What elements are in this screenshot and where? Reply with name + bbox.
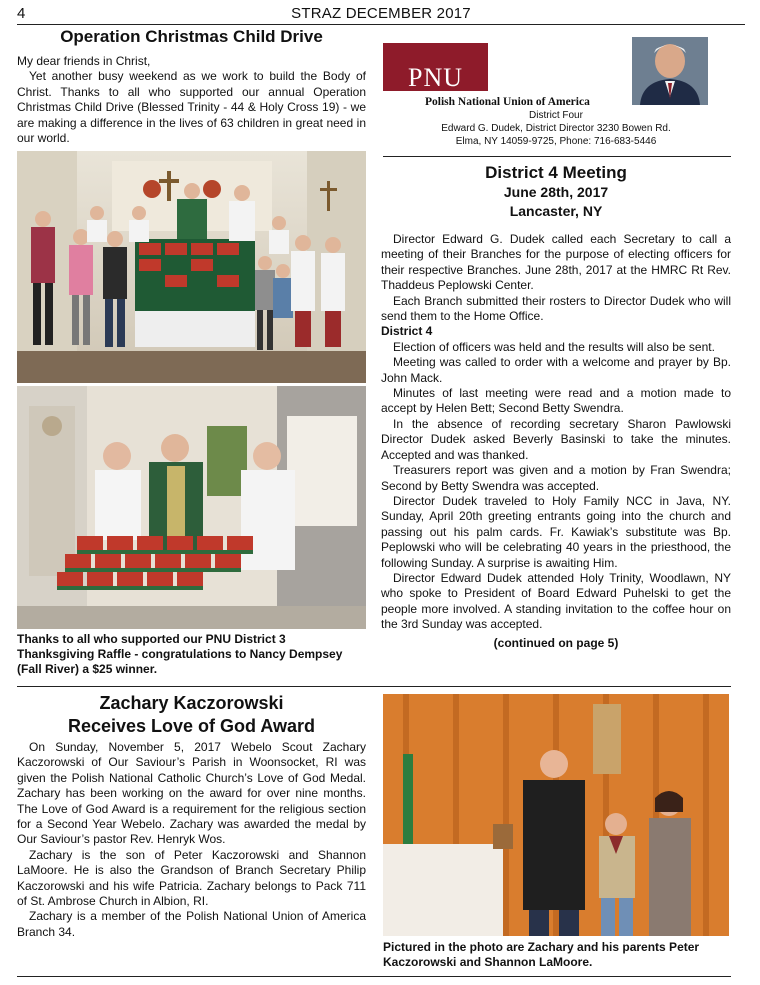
raffle-caption: Thanks to all who supported our PNU District 3 Thanksgiving Raffle - congratulations to Nancy Dempsey (Fall River) a $25 winner. bbox=[17, 632, 343, 676]
meeting-date: June 28th, 2017 bbox=[503, 184, 609, 200]
bottom-rule bbox=[17, 976, 731, 977]
zachary-paragraph: Zachary is the son of Peter Kaczorowski and Shannon LaMoore. He is also the Grandson of Branch Secretary Philip Kaczorowski and his wife Patricia. Zachary belongs to Pack 711 of St. Ambrose Church in Albion, RI. bbox=[17, 847, 366, 909]
zachary-photo-caption: Pictured in the photo are Zachary and his parents Peter Kaczorowski and Shannon LaMoore. bbox=[383, 940, 700, 969]
meeting-paragraph: In the absence of recording secretary Sharon Pawlowski Director Dudek asked Beverly Basinski to take the minutes. Accepted and was thanked. bbox=[381, 416, 731, 462]
occ-title: Operation Christmas Child Drive bbox=[60, 27, 323, 46]
pnu-logo-text: PNU bbox=[407, 63, 463, 92]
pnu-org-name: Polish National Union of America bbox=[425, 96, 590, 108]
meeting-text bbox=[381, 232, 731, 651]
zachary-title-line1: Zachary Kaczorowski bbox=[99, 693, 284, 713]
divider bbox=[383, 156, 731, 157]
meeting-paragraph: Director Edward Dudek attended Holy Trinity, Woodlawn, NY who spoke to President of Board Edward Puhelski to get the people more involved. A standing invitation to the coffee hour on the 3rd Sunday was accepted. bbox=[381, 570, 731, 632]
zachary-paragraph: Zachary is a member of the Polish National Union of America Branch 34. bbox=[17, 909, 366, 939]
divider bbox=[17, 686, 731, 687]
meeting-subhead: District 4 bbox=[381, 324, 433, 339]
pnu-address-line: Elma, NY 14059-9725, Phone: 716-683-5446 bbox=[455, 136, 657, 147]
page-header bbox=[17, 4, 745, 25]
meeting-paragraph: Minutes of last meeting were read and a motion made to accept by Helen Bett; Second Betty Swendra. bbox=[381, 386, 731, 416]
meeting-paragraph: Each Branch submitted their rosters to Director Dudek who will send them to the Home Office. bbox=[381, 293, 731, 324]
continued-link: (continued on page 5) bbox=[493, 635, 619, 650]
page-number: 4 bbox=[17, 5, 26, 22]
director-portrait bbox=[632, 37, 708, 105]
pnu-masthead-text bbox=[381, 96, 731, 148]
meeting-paragraph: Director Dudek traveled to Holy Family NCC in Java, NY. Sunday, April 20th greeting entrants going into the church and passing out his palm cards. Fr. Kawiak’s substitute was Bp. Peplowski who will be celebrating 40 years in the priesthood, the following Sunday. A surprise is awaiting Him. bbox=[381, 493, 731, 570]
meeting-paragraph: Director Edward G. Dudek called each Secretary to call a meeting of their Branches for the purpose of electing officers for their respective Branches. June 28th, 2017 at the HMRC Rt Rev. Thaddeus Peplowski Center. bbox=[381, 232, 731, 293]
meeting-paragraph: Treasurers report was given and a motion by Fran Swendra; Second by Betty Swendra was accepted. bbox=[381, 463, 731, 493]
occ-paragraph: Yet another busy weekend as we work to build the Body of Christ. Thanks to all who supported our annual Operation Christmas Child Drive (Blessed Trinity - 44 & Holy Cross 19) - we are making a difference in the lives of 63 children in great need in our world. bbox=[17, 69, 366, 146]
zachary-text bbox=[17, 740, 366, 940]
meeting-paragraph: Meeting was called to order with a welcome and prayer by Bp. John Mack. bbox=[381, 355, 731, 385]
occ-greeting: My dear friends in Christ, bbox=[17, 54, 151, 68]
zachary-paragraph: On Sunday, November 5, 2017 Webelo Scout Zachary Kaczorowski of Our Saviour’s Parish in Woonsocket, RI was given the Polish National Catholic Church’s Love of God Medal. Zachary has been working on the award for over nine months. The Love of God Award is a requirement for the religious section for a Second Year Webelo. Zachary was awarded the medal by Our Saviour’s pastor Rev. Henryk Wos. bbox=[17, 740, 366, 847]
occ-text bbox=[17, 54, 366, 146]
meeting-place: Lancaster, NY bbox=[509, 203, 603, 219]
pnu-director-line: Edward G. Dudek, District Director 3230 Bowen Rd. bbox=[441, 123, 671, 134]
zachary-title-line2: Receives Love of God Award bbox=[67, 716, 316, 736]
occ-group-photo bbox=[17, 151, 366, 383]
pnu-logo bbox=[383, 37, 488, 91]
pnu-district: District Four bbox=[529, 110, 583, 121]
meeting-paragraph: Election of officers was held and the results will also be sent. bbox=[393, 339, 715, 354]
zachary-family-photo bbox=[383, 694, 729, 936]
raffle-photo bbox=[17, 386, 366, 629]
meeting-title: District 4 Meeting bbox=[485, 163, 627, 182]
newsletter-title: STRAZ DECEMBER 2017 bbox=[291, 5, 471, 22]
